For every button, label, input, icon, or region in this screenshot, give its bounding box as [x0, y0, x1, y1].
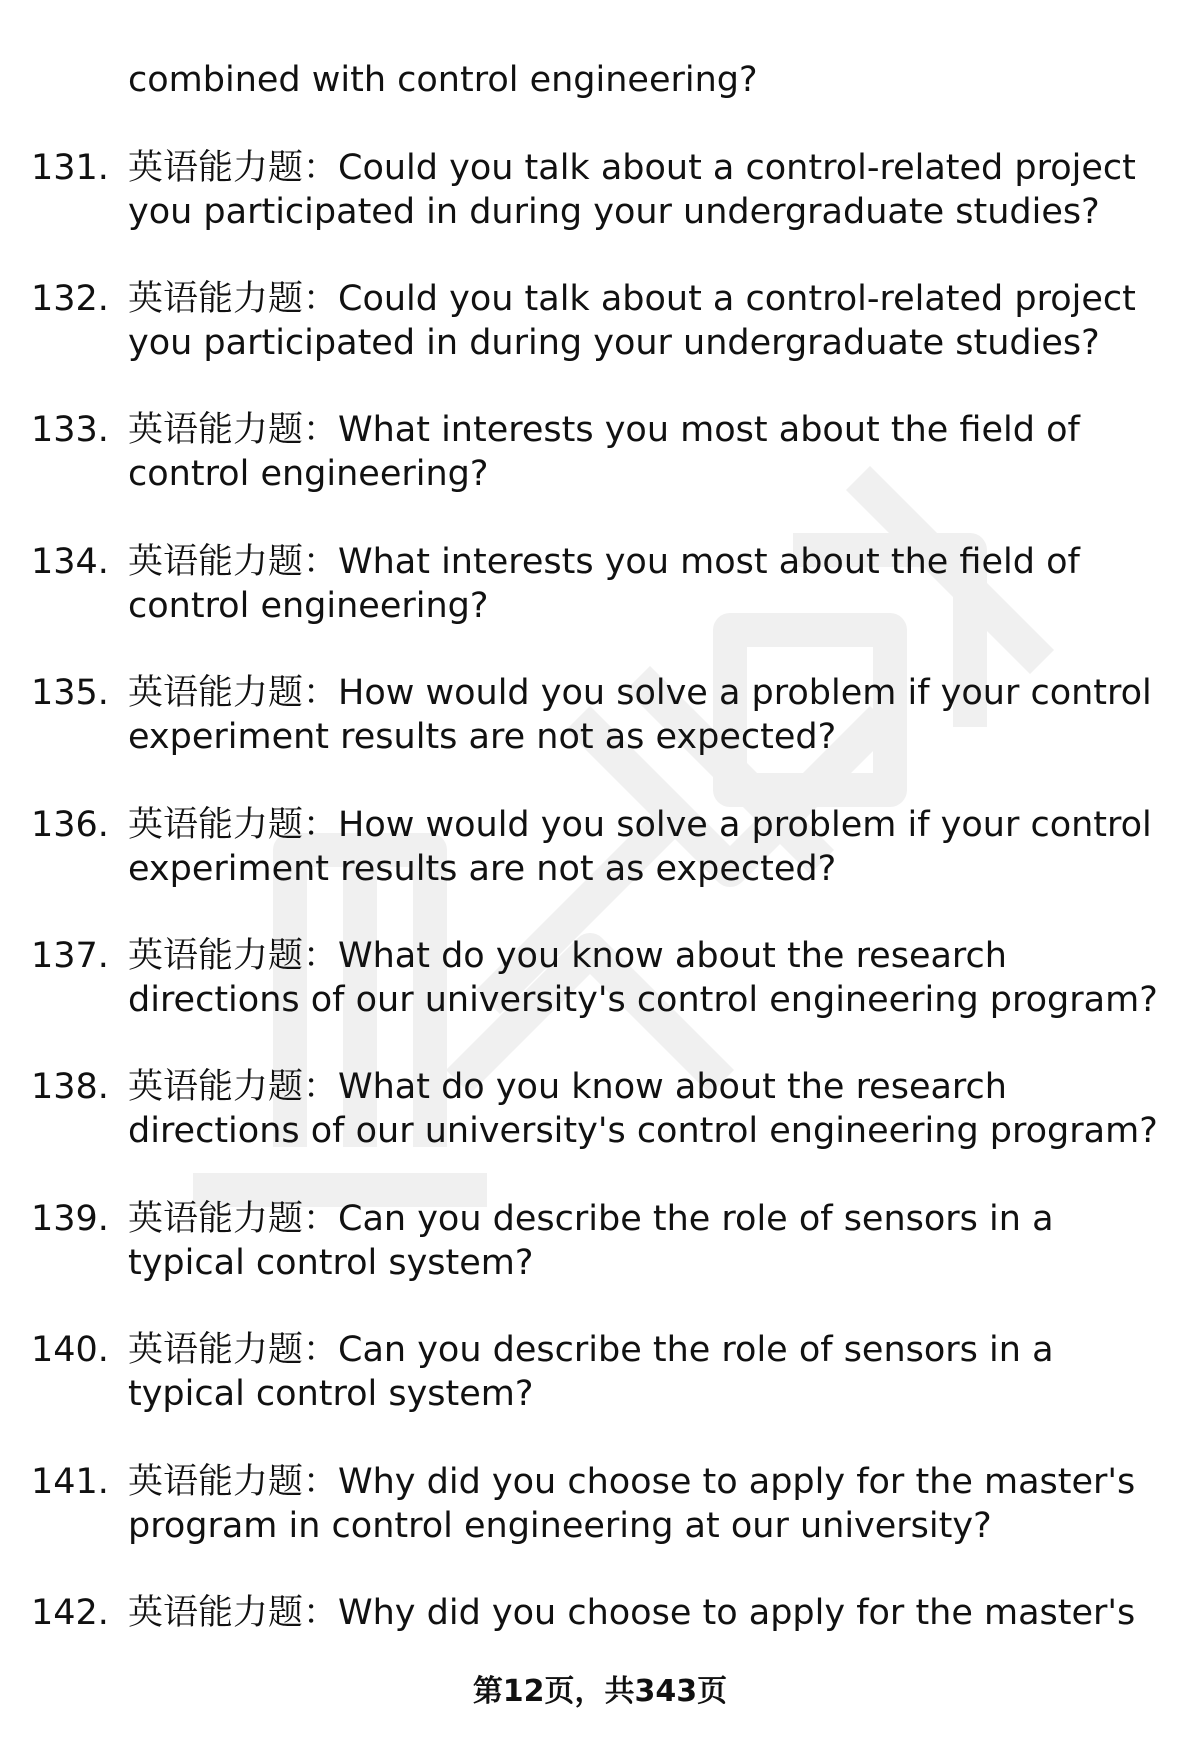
item-text-line: 英语能力题：Can you describe the role of sensors in a: [128, 1199, 1054, 1239]
item-text-line: control engineering?: [128, 454, 489, 494]
item-text-line: directions of our university's control engineering program?: [128, 1111, 1158, 1151]
item-number: 133.: [31, 410, 109, 450]
item-text-line: 英语能力题：What do you know about the research: [128, 1067, 1007, 1107]
item-text-line: 英语能力题：How would you solve a problem if your control: [128, 805, 1152, 845]
item-number: 141.: [31, 1462, 109, 1502]
item-number: 140.: [31, 1330, 109, 1370]
item-text-line: program in control engineering at our university?: [128, 1506, 992, 1546]
item-text-line: 英语能力题：What do you know about the research: [128, 936, 1007, 976]
item-number: 138.: [31, 1067, 109, 1107]
item-text-line: typical control system?: [128, 1374, 534, 1414]
page-number-footer: 第12页，共343页: [472, 1674, 728, 1709]
item-text-line: 英语能力题：Can you describe the role of sensors in a: [128, 1330, 1054, 1370]
item-number: 137.: [31, 936, 109, 976]
item-number: 142.: [31, 1593, 109, 1633]
item-text-line: experiment results are not as expected?: [128, 849, 837, 889]
item-text-line: typical control system?: [128, 1243, 534, 1283]
item-text-line: 英语能力题：Why did you choose to apply for the master's: [128, 1462, 1136, 1502]
item-text-line: experiment results are not as expected?: [128, 717, 837, 757]
item-text-line: 英语能力题：Why did you choose to apply for the master's: [128, 1593, 1136, 1633]
item-number: 134.: [31, 542, 109, 582]
item-text-line: 英语能力题：How would you solve a problem if your control: [128, 673, 1152, 713]
item-text-line: control engineering?: [128, 586, 489, 626]
item-number: 132.: [31, 279, 109, 319]
item-text-line: directions of our university's control engineering program?: [128, 980, 1158, 1020]
item-number: 135.: [31, 673, 109, 713]
item-text-line: 英语能力题：What interests you most about the field of: [128, 542, 1080, 582]
item-number: 139.: [31, 1199, 109, 1239]
item-number: 136.: [31, 805, 109, 845]
item-text-line: 英语能力题：Could you talk about a control-related project: [128, 279, 1136, 319]
item-text-line: 英语能力题：Could you talk about a control-related project: [128, 148, 1136, 188]
continuation-text: combined with control engineering?: [128, 60, 758, 100]
item-number: 131.: [31, 148, 109, 188]
item-text-line: you participated in during your undergraduate studies?: [128, 192, 1100, 232]
item-text-line: 英语能力题：What interests you most about the field of: [128, 410, 1080, 450]
item-text-line: you participated in during your undergraduate studies?: [128, 323, 1100, 363]
